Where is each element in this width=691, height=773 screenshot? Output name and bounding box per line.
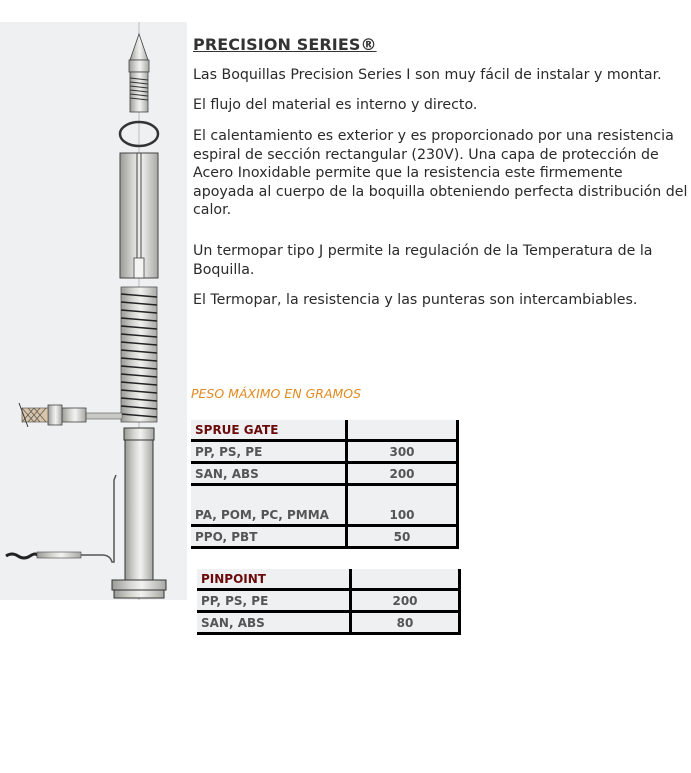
weight-cell: 50 xyxy=(347,526,458,548)
nozzle-exploded-illustration xyxy=(0,22,187,600)
table-header-row xyxy=(191,420,458,441)
material-cell: PA, POM, PC, PMMA xyxy=(191,485,347,526)
table-header-row xyxy=(197,569,460,590)
weight-cell: 300 xyxy=(347,441,458,463)
weight-cell: 200 xyxy=(347,463,458,485)
table-row xyxy=(197,612,460,634)
table-header-label: PINPOINT xyxy=(197,569,351,590)
table-header-empty xyxy=(351,569,460,590)
weight-cell: 80 xyxy=(351,612,460,634)
table-header-empty xyxy=(347,420,458,441)
table-row xyxy=(191,441,458,463)
sprue-gate-table xyxy=(191,420,459,549)
paragraph-heating: El calentamiento es exterior y es proporcionado por una resistencia espiral de sección rectangular (230V). Una capa de protección de Acero Inoxidable permite que la resistencia este firmemente apoyada al cuerpo de la boquilla obteniendo perfecta distribución del calor. xyxy=(193,128,688,218)
paragraph-interchangeable: El Termopar, la resistencia y las punteras son intercambiables. xyxy=(193,292,638,308)
nozzle-diagram xyxy=(0,22,187,600)
table-row xyxy=(191,463,458,485)
table-header-label: SPRUE GATE xyxy=(191,420,347,441)
table-row xyxy=(191,485,458,526)
section-label-max-weight: PESO MÁXIMO EN GRAMOS xyxy=(191,386,362,401)
material-cell: PP, PS, PE xyxy=(197,590,351,612)
weight-cell: 100 xyxy=(347,485,458,526)
paragraph-thermocouple: Un termopar tipo J permite la regulación de la Temperatura de la Boquilla. xyxy=(193,243,653,278)
page-title: PRECISION SERIES® xyxy=(193,35,377,54)
material-cell: PP, PS, PE xyxy=(191,441,347,463)
coil-heater xyxy=(19,287,157,427)
paragraph-flow: El flujo del material es interno y directo. xyxy=(193,97,478,113)
nozzle-body xyxy=(112,428,166,598)
nozzle-tip xyxy=(129,34,149,112)
pinpoint-table xyxy=(197,569,461,635)
paragraph-installation: Las Boquillas Precision Series I son muy fácil de instalar y montar. xyxy=(193,67,662,83)
weight-cell: 200 xyxy=(351,590,460,612)
sleeve xyxy=(120,153,158,278)
table-row xyxy=(191,526,458,548)
table-row xyxy=(197,590,460,612)
material-cell: PPO, PBT xyxy=(191,526,347,548)
thermocouple xyxy=(6,475,116,562)
material-cell: SAN, ABS xyxy=(191,463,347,485)
material-cell: SAN, ABS xyxy=(197,612,351,634)
